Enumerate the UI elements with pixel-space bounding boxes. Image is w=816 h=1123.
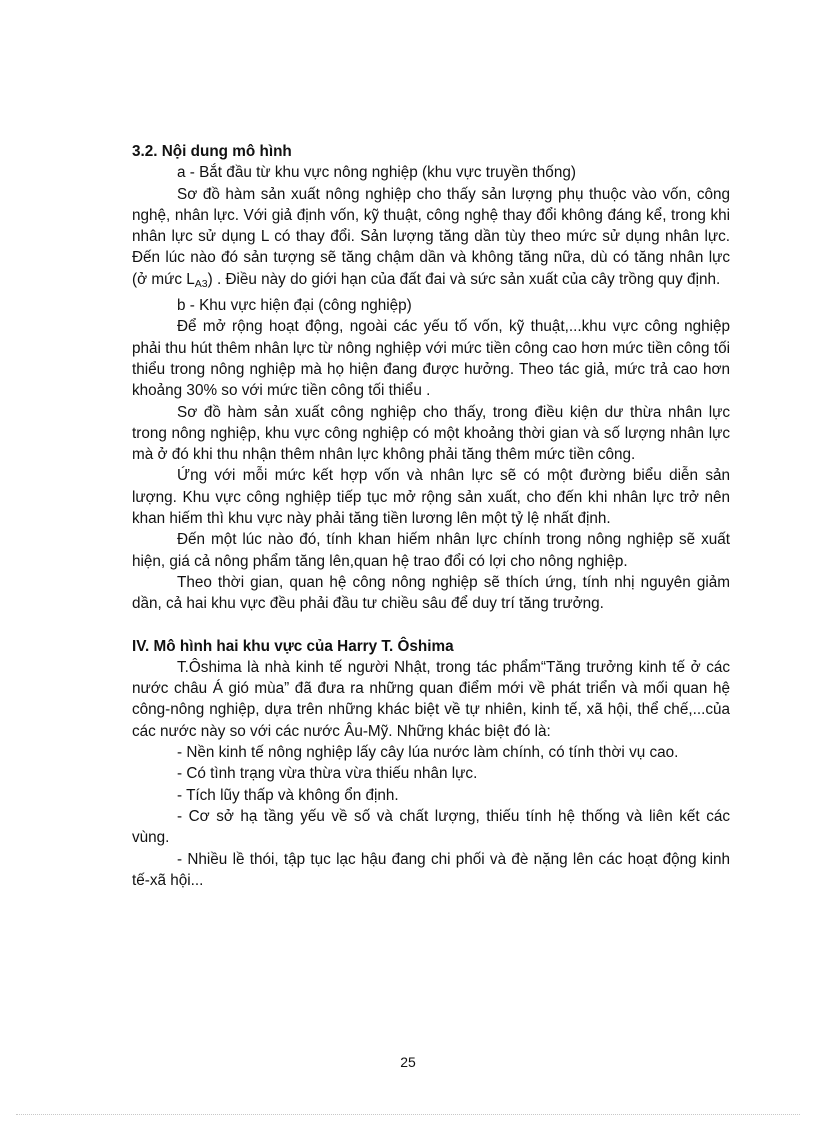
paragraph-b3: Ứng với mỗi mức kết hợp vốn và nhân lực sẽ có một đường biểu diễn sản lượng. Khu vực công nghiệp tiếp tục mở rộng sản xuất, cho đến khi nhân lực trở nên khan hiếm thì khu vực này phải tăng tiền lương lên một tỷ lệ nhất định. xyxy=(132,467,730,528)
paragraph-b1: Để mở rộng hoạt động, ngoài các yếu tố vốn, kỹ thuật,...khu vực công nghiệp phải thu hút thêm nhân lực từ nông nghiệp với mức tiền công cao hơn mức tiền công tối thiểu trong nông nghiệp mà họ hiện đang được hưởng. Theo tác giả, mức trả cao hơn khoảng 30% so với mức tiền công tối thiểu . xyxy=(132,318,730,400)
paragraph-b5: Theo thời gian, quan hệ công nông nghiệp sẽ thích ứng, tính nhị nguyên giảm dần, cả hai khu vực đều phải đầu tư chiều sâu để duy trí tăng trưởng. xyxy=(132,573,730,613)
list-item: - Cơ sở hạ tầng yếu về số và chất lượng, thiếu tính hệ thống và liên kết các vùng. xyxy=(132,807,730,847)
list-item: - Có tình trạng vừa thừa vừa thiếu nhân lực. xyxy=(177,765,478,783)
section-iv-heading: IV. Mô hình hai khu vực của Harry T. Ôshima xyxy=(132,637,454,655)
page-bottom-divider xyxy=(16,1114,800,1115)
subsection-b-title: b - Khu vực hiện đại (công nghiệp) xyxy=(177,297,412,315)
paragraph-a-subscript: A3 xyxy=(194,277,208,290)
section-spacer xyxy=(132,615,730,636)
list-item: - Nền kinh tế nông nghiệp lấy cây lúa nước làm chính, có tính thời vụ cao. xyxy=(177,744,679,762)
page-number: 25 xyxy=(400,1054,416,1070)
list-item: - Tích lũy thấp và không ổn định. xyxy=(177,786,399,804)
paragraph-b4: Đến một lúc nào đó, tính khan hiếm nhân lực chính trong nông nghiệp sẽ xuất hiện, giá cả nông phẩm tăng lên,quan hệ trao đổi có lợi cho nông nghiệp. xyxy=(132,531,730,570)
paragraph-a-text: Sơ đồ hàm sản xuất nông nghiệp cho thấy sản lượng phụ thuộc vào vốn, công nghệ, nhân lực. Với giả định vốn, kỹ thuật, công nghệ thay đổi không đáng kể, trong khi nhân lực sử dụng L có thay đổi. Sản lượng tăng dần tùy theo mức sử dụng nhân lực. Đến lúc nào đó sản tượng sẽ tăng chậm dần và không tăng nữa, dù có tăng nhân lực (ở mức L xyxy=(132,185,730,288)
paragraph-a xyxy=(132,184,730,295)
section-heading: 3.2. Nội dung mô hình xyxy=(132,143,292,160)
paragraph-iv-intro: T.Ôshima là nhà kinh tế người Nhật, trong tác phẩm“Tăng trưởng kinh tế ở các nước châu Á gió mùa” đã đưa ra những quan điểm mới về phát triển và mối quan hệ công-nông nghiệp, dựa trên những khác biệt về tự nhiên, kinh tế, xã hội, thể chế,...của các nước này so với các nước Âu-Mỹ. Những khác biệt đó là: xyxy=(132,658,730,740)
subsection-a-title: a - Bắt đầu từ khu vực nông nghiệp (khu vực truyền thống) xyxy=(177,164,576,182)
list-item: - Nhiều lề thói, tập tục lạc hậu đang chi phối và đè nặng lên các hoạt động kinh tế-xã hội... xyxy=(132,850,730,889)
page-body xyxy=(132,141,730,891)
paragraph-a-text-end: ) . Điều này do giới hạn của đất đai và sức sản xuất của cây trồng quy định. xyxy=(207,270,721,288)
paragraph-b2: Sơ đồ hàm sản xuất công nghiệp cho thấy, trong điều kiện dư thừa nhân lực trong nông nghiệp, khu vực công nghiệp có một khoảng thời gian và số lượng nhân lực mà ở đó khi thu nhận thêm nhân lực không phải tăng thêm mức tiền công. xyxy=(132,403,730,464)
